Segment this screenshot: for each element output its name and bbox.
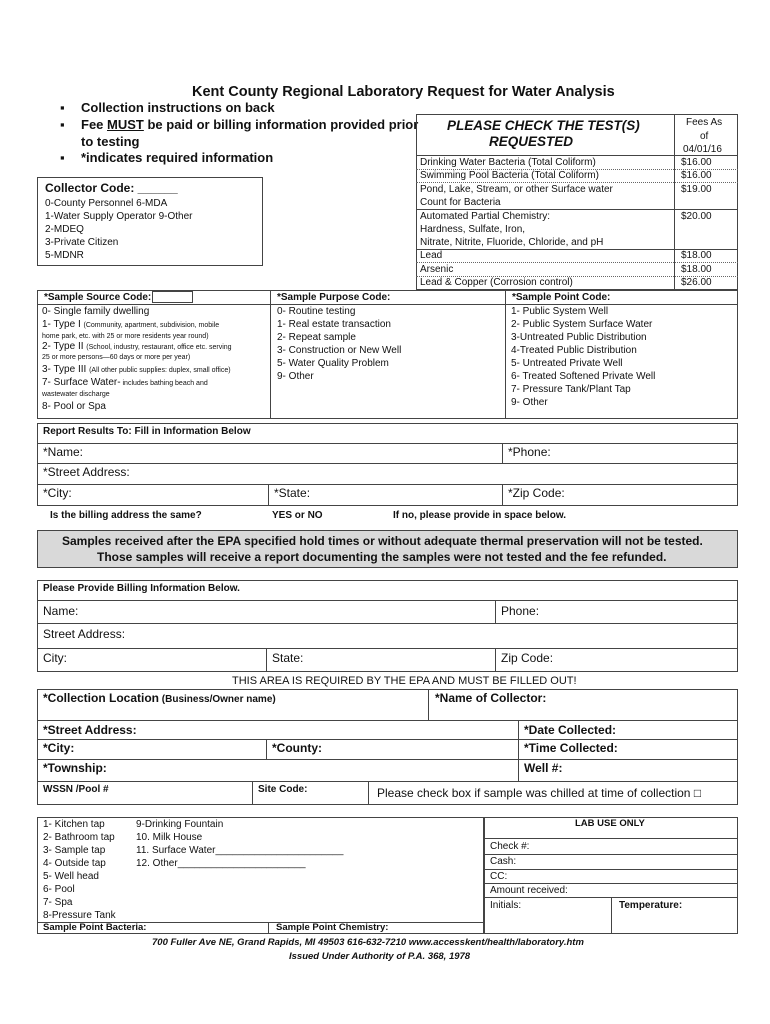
lab-field: Amount received: [490,885,568,896]
bullet-marker: ▪ [60,100,65,115]
billing-street-field[interactable]: Street Address: [43,627,126,641]
test-row[interactable]: Swimming Pool Bacteria (Total Coliform) [420,170,599,181]
report-street-field[interactable]: *Street Address: [43,465,130,479]
report-name-field[interactable]: *Name: [43,445,84,459]
collection-township-field[interactable]: *Township: [43,761,107,775]
test-fee: $16.00 [681,170,712,181]
sample-point-bacteria-field[interactable]: Sample Point Bacteria: [43,922,147,933]
tap-option: 3- Sample tap [43,845,106,856]
test-fee: $18.00 [681,250,712,261]
report-phone-field[interactable]: *Phone: [508,445,551,459]
point-item: 6- Treated Softened Private Well [511,371,656,382]
point-item: 1- Public System Well [511,306,609,317]
tests-header: PLEASE CHECK THE TEST(S) [447,118,640,133]
report-city-field[interactable]: *City: [43,486,72,500]
tap-option[interactable]: 12. Other_______________________ [136,858,306,869]
billing-zip-field[interactable]: Zip Code: [501,651,554,665]
tap-option: 2- Bathroom tap [43,832,115,843]
lab-temperature: Temperature: [619,900,683,911]
bullet-fee: Fee MUST be paid or billing information provided prior [81,117,419,132]
billing-yes-no[interactable]: YES or NO [272,510,323,521]
report-state-field[interactable]: *State: [274,486,311,500]
test-row[interactable]: Drinking Water Bacteria (Total Coliform) [420,157,596,168]
point-code-header: *Sample Point Code: [512,292,611,303]
purpose-item: 3- Construction or New Well [277,345,402,356]
test-row-cont: Nitrate, Nitrite, Fluoride, Chloride, and pH [420,237,604,248]
test-row[interactable]: Arsenic [420,264,454,275]
billing-header: Please Provide Billing Information Below. [43,583,240,594]
chilled-checkbox[interactable]: Please check box if sample was chilled at time of collection □ [377,786,702,800]
bullet-marker: ▪ [60,150,65,165]
bullet-marker: ▪ [60,117,65,132]
well-number-field[interactable]: Well #: [524,761,563,775]
tap-option: 8-Pressure Tank [43,910,116,921]
collection-city-field[interactable]: *City: [43,741,75,755]
test-row-cont: Count for Bacteria [420,197,501,208]
point-item: 4-Treated Public Distribution [511,345,637,356]
source-item: 1- Type I (Community, apartment, subdivision, mobile [42,319,220,330]
test-row[interactable]: Lead & Copper (Corrosion control) [420,277,573,288]
test-fee: $20.00 [681,211,712,222]
point-item: 2- Public System Surface Water [511,319,653,330]
date-collected-field[interactable]: *Date Collected: [524,723,617,737]
source-item: 0- Single family dwelling [42,306,150,317]
tap-option: 6- Pool [43,884,75,895]
tap-option: 10. Milk House [136,832,203,843]
test-row[interactable]: Automated Partial Chemistry: [420,211,551,222]
collection-county-field[interactable]: *County: [272,741,322,755]
collection-street-field[interactable]: *Street Address: [43,723,137,737]
time-collected-field[interactable]: *Time Collected: [524,741,618,755]
collection-location-field[interactable]: *Collection Location (Business/Owner name) [43,691,276,705]
tap-option: 4- Outside tap [43,858,106,869]
source-code-header: *Sample Source Code: [44,292,152,303]
notice-line: Samples received after the EPA specified hold times or without adequate thermal preservation will not be tested. [62,534,703,548]
site-code-field[interactable]: Site Code: [258,784,308,795]
source-item: 7- Surface Water- includes bathing beach and [42,377,208,388]
source-item-note: 25 or more persons—60 days or more per year) [42,354,191,361]
test-row[interactable]: Lead [420,250,443,261]
footer-address: 700 Fuller Ave NE, Grand Rapids, MI 49503 616-632-7210 www.accesskent/health/laboratory.htm [152,937,584,948]
source-code-input[interactable] [152,291,193,303]
tests-header: REQUESTED [489,134,574,149]
purpose-item: 0- Routine testing [277,306,356,317]
collector-option: 1-Water Supply Operator 9-Other [45,211,193,222]
point-item: 9- Other [511,397,548,408]
source-item: 2- Type II (School, industry, restaurant, office etc. serving [42,341,232,352]
purpose-item: 9- Other [277,371,314,382]
bullet-collection-instructions: Collection instructions on back [81,100,275,115]
notice-line: Those samples will receive a report documenting the samples were not tested and the fee refunded. [97,550,667,564]
collector-code-label[interactable]: Collector Code: ______ [45,181,178,195]
report-zip-field[interactable]: *Zip Code: [508,486,565,500]
test-fee: $18.00 [681,264,712,275]
footer-authority: Issued Under Authority of P.A. 368, 1978 [289,951,471,962]
source-item-note: wastewater discharge [42,391,110,398]
collector-option: 3-Private Citizen [45,237,119,248]
lab-field: Initials: [490,900,522,911]
collector-name-field[interactable]: *Name of Collector: [435,691,547,705]
source-item: 8- Pool or Spa [42,401,106,412]
epa-required-notice: THIS AREA IS REQUIRED BY THE EPA AND MUST BE FILLED OUT! [232,675,577,687]
collector-option: 5-MDNR [45,250,84,261]
source-item-note: home park, etc. with 25 or more residents year round) [42,333,209,340]
bullet-required-info: *indicates required information [81,150,274,165]
wssn-pool-field[interactable]: WSSN /Pool # [43,784,109,795]
tap-option: 5- Well head [43,871,99,882]
collector-option: 0-County Personnel 6-MDA [45,198,168,209]
fees-header: of [700,131,709,142]
page-title: Kent County Regional Laboratory Request for Water Analysis [192,84,615,100]
collector-option: 2-MDEQ [45,224,84,235]
source-item: 3- Type III (All other public supplies: duplex, small office) [42,364,231,375]
test-fee: $19.00 [681,184,712,195]
tap-option: 9-Drinking Fountain [136,819,224,830]
point-item: 7- Pressure Tank/Plant Tap [511,384,631,395]
purpose-item: 2- Repeat sample [277,332,356,343]
purpose-item: 1- Real estate transaction [277,319,391,330]
billing-same-question: Is the billing address the same? [50,510,202,521]
lab-field: CC: [490,871,508,882]
tap-option[interactable]: 11. Surface Water_______________________ [136,845,344,856]
point-item: 3-Untreated Public Distribution [511,332,647,343]
fees-header: Fees As [686,117,723,128]
fees-header: 04/01/16 [683,144,722,155]
purpose-item: 5- Water Quality Problem [277,358,389,369]
report-header: Report Results To: Fill in Information Below [43,426,251,437]
test-row[interactable]: Pond, Lake, Stream, or other Surface water [420,184,613,195]
billing-state-field[interactable]: State: [272,651,304,665]
test-fee: $26.00 [681,277,712,288]
tap-option: 1- Kitchen tap [43,819,105,830]
tap-option: 7- Spa [43,897,73,908]
test-fee: $16.00 [681,157,712,168]
sample-point-chemistry-field[interactable]: Sample Point Chemistry: [276,922,389,933]
bullet-fee-cont: to testing [81,134,140,149]
lab-field: Cash: [490,856,517,867]
lab-use-only-header: LAB USE ONLY [575,818,645,829]
billing-phone-field[interactable]: Phone: [501,604,540,618]
test-row-cont: Hardness, Sulfate, Iron, [420,224,526,235]
billing-if-no: If no, please provide in space below. [393,510,567,521]
billing-name-field[interactable]: Name: [43,604,79,618]
billing-city-field[interactable]: City: [43,651,67,665]
lab-field: Check #: [490,841,530,852]
purpose-code-header: *Sample Purpose Code: [277,292,391,303]
point-item: 5- Untreated Private Well [511,358,623,369]
